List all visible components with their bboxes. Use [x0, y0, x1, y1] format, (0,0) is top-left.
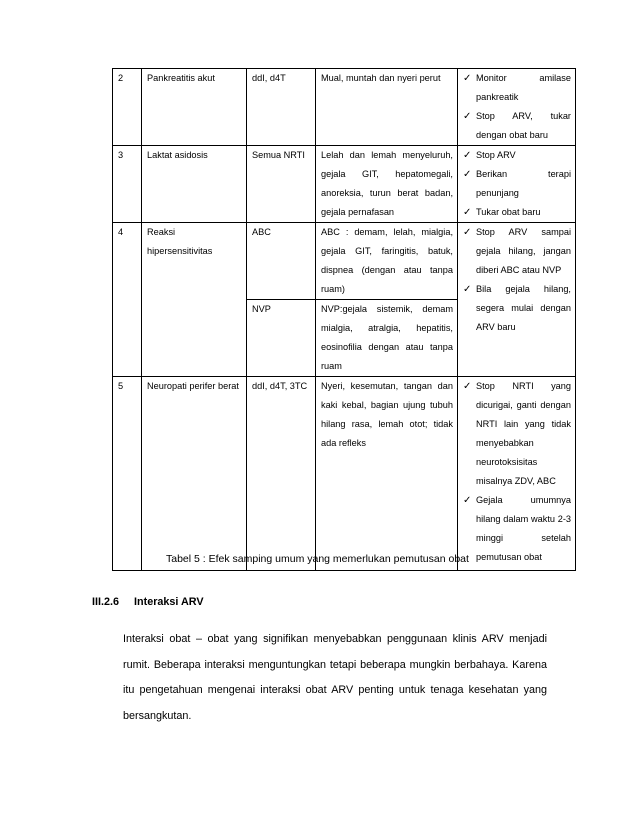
- body-paragraph: Interaksi obat – obat yang signifikan menyebabkan penggunaan klinis ARV menjadi rumit. Beberapa interaksi menguntungkan tetapi beberapa mungkin berbahaya. Karena itu pengetahuan mengenai interaksi obat ARV penting untuk tenaga kesehatan yang bersangkutan.: [123, 633, 547, 722]
- table-row: [113, 69, 576, 146]
- action-list: [463, 146, 571, 222]
- drug-name: ABC: [247, 223, 316, 300]
- row-number: 4: [113, 223, 142, 377]
- effect-name: Pankreatitis akut: [142, 69, 247, 146]
- drug-name: NVP: [247, 300, 316, 377]
- table-row: [113, 146, 576, 223]
- check-mark-icon: ✓: [463, 227, 472, 238]
- section-number: III.2.6: [92, 596, 120, 608]
- action-list: [463, 69, 571, 145]
- check-mark-icon: ✓: [463, 169, 472, 180]
- actions-cell: [458, 223, 576, 377]
- check-mark-icon: ✓: [463, 73, 472, 84]
- table-caption: Tabel 5 : Efek samping umum yang memerlukan pemutusan obat: [166, 553, 469, 565]
- row-number: 5: [113, 377, 142, 571]
- check-mark-icon: ✓: [463, 495, 472, 506]
- list-item: ✓ Gejala umumnya hilang dalam waktu 2-3 minggi setelah pemutusan obat: [463, 491, 571, 567]
- list-item: ✓ Monitor amilase pankreatik: [463, 69, 571, 107]
- side-effects-table: [112, 68, 576, 571]
- list-item: ✓ Tukar obat baru: [463, 203, 571, 222]
- table-row: [113, 223, 576, 300]
- check-mark-icon: ✓: [463, 381, 472, 392]
- effect-name: Laktat asidosis: [142, 146, 247, 223]
- table-row: [113, 377, 576, 571]
- symptoms: NVP:gejala sistemik, demam mialgia, atralgia, hepatitis, eosinofilia dengan atau tanpa ruam: [316, 300, 458, 377]
- section-title: Interaksi ARV: [134, 596, 204, 608]
- list-item: ✓ Stop ARV: [463, 146, 571, 165]
- action-list: [463, 223, 571, 337]
- row-number: 3: [113, 146, 142, 223]
- drug-name: Semua NRTI: [247, 146, 316, 223]
- drug-name: ddI, d4T, 3TC: [247, 377, 316, 571]
- check-mark-icon: ✓: [463, 207, 472, 218]
- actions-cell: [458, 377, 576, 571]
- action-list: [463, 377, 571, 567]
- check-mark-icon: ✓: [463, 111, 472, 122]
- list-item: ✓ Stop ARV sampai gejala hilang, jangan diberi ABC atau NVP: [463, 223, 571, 280]
- list-item: ✓ Berikan terapi penunjang: [463, 165, 571, 203]
- check-mark-icon: ✓: [463, 284, 472, 295]
- list-item: ✓ Stop NRTI yang dicurigai, ganti dengan NRTI lain yang tidak menyebabkan neurotoksisitas misalnya ZDV, ABC: [463, 377, 571, 491]
- effect-name: Reaksi hipersensitivitas: [142, 223, 247, 377]
- drug-name: ddI, d4T: [247, 69, 316, 146]
- list-item: ✓ Stop ARV, tukar dengan obat baru: [463, 107, 571, 145]
- row-number: 2: [113, 69, 142, 146]
- symptoms: Lelah dan lemah menyeluruh, gejala GIT, hepatomegali, anoreksia, turun berat badan, gejala pernafasan: [316, 146, 458, 223]
- symptoms: Mual, muntah dan nyeri perut: [316, 69, 458, 146]
- actions-cell: [458, 69, 576, 146]
- symptoms: ABC : demam, lelah, mialgia, gejala GIT, faringitis, batuk, dispnea (dengan atau tanpa ruam): [316, 223, 458, 300]
- list-item: ✓ Bila gejala hilang, segera mulai dengan ARV baru: [463, 280, 571, 337]
- symptoms: Nyeri, kesemutan, tangan dan kaki kebal, bagian ujung tubuh hilang rasa, lemah otot; tidak ada refleks: [316, 377, 458, 571]
- effect-name: Neuropati perifer berat: [142, 377, 247, 571]
- actions-cell: [458, 146, 576, 223]
- check-mark-icon: ✓: [463, 150, 472, 161]
- section-heading: [92, 596, 204, 608]
